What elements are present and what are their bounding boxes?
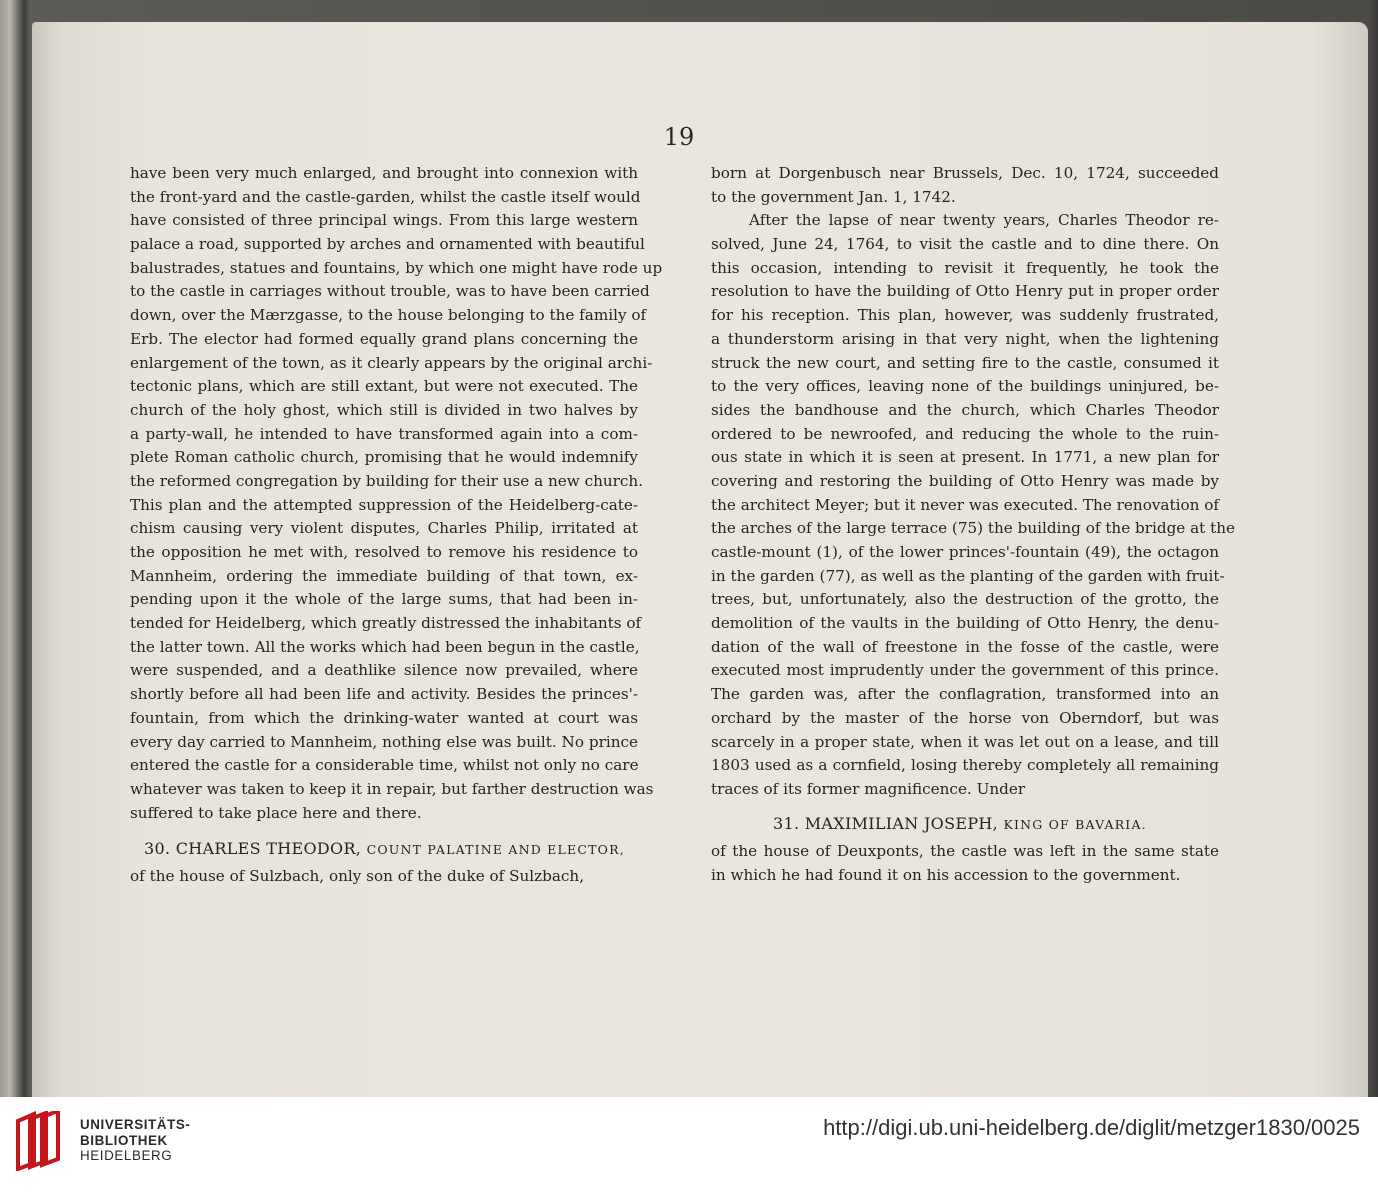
- text-line: the architect Meyer; but it never was executed. The renovation of: [711, 495, 1219, 514]
- text-line: trees, but, unfortunately, also the destruction of the grotto, the: [711, 590, 1219, 609]
- permalink-url[interactable]: http://digi.ub.uni-heidelberg.de/diglit/metzger1830/0025: [823, 1115, 1360, 1140]
- text-line: scarcely in a proper state, when it was let out on a lease, and till: [711, 732, 1219, 751]
- page-number: 19: [663, 123, 695, 151]
- text-line: were suspended, and a deathlike silence now prevailed, where: [130, 661, 638, 680]
- text-line: every day carried to Mannheim, nothing else was built. No prince: [130, 732, 638, 751]
- text-line: to the very offices, leaving none of the buildings uninjured, be-: [711, 377, 1219, 396]
- text-line: 1803 used as a cornfield, losing thereby completely all remaining: [711, 756, 1219, 775]
- text-line: dation of the wall of freestone in the fosse of the castle, were: [711, 637, 1219, 656]
- text-line: a party-wall, he intended to have transformed again into a com-: [130, 424, 638, 443]
- text-line: the arches of the large terrace (75) the building of the bridge at the: [711, 519, 1235, 538]
- text-line: entered the castle for a considerable time, whilst not only no care: [130, 756, 639, 775]
- left-paragraph: [130, 162, 663, 825]
- text-line: whatever was taken to keep it in repair, but farther destruction was: [130, 779, 654, 798]
- right-paragraph-after: [711, 840, 1219, 887]
- heading-subtitle: KING OF BAVARIA.: [1003, 816, 1147, 832]
- text-line: enlargement of the town, as it clearly appears by the original archi-: [130, 353, 653, 372]
- text-line: castle-mount (1), of the lower princes'-fountain (49), the octagon: [711, 543, 1219, 561]
- text-line: tended for Heidelberg, which greatly distressed the inhabitants of: [130, 614, 642, 633]
- text-line: Erb. The elector had formed equally grand plans concerning the: [130, 329, 638, 348]
- text-line: to the government Jan. 1, 1742.: [711, 187, 956, 206]
- section-heading-30: [144, 837, 638, 862]
- text-line: of the house of Deuxponts, the castle was left in the same state: [711, 842, 1219, 861]
- text-line: born at Dorgenbusch near Brussels, Dec. 10, 1724, succeeded: [711, 164, 1219, 182]
- library-logo-icon[interactable]: [14, 1111, 72, 1175]
- text-line: suffered to take place here and there.: [130, 803, 422, 822]
- text-line: ordered to be newroofed, and reducing the whole to the ruin-: [711, 424, 1219, 443]
- text-line: The garden was, after the conflagration, transformed into an: [711, 685, 1219, 704]
- text-line: have been very much enlarged, and brought into connexion with: [130, 164, 638, 182]
- text-line: fountain, from which the drinking-water wanted at court was: [130, 708, 638, 727]
- text-line: resolution to have the building of Otto Henry put in proper order: [711, 282, 1219, 301]
- library-name-line2: BIBLIOTHEK: [80, 1132, 168, 1148]
- left-column: [130, 162, 663, 889]
- text-line: Mannheim, ordering the immediate building of that town, ex-: [130, 566, 638, 585]
- text-line: plete Roman catholic church, promising that he would indemnify: [130, 448, 638, 467]
- heading-subtitle: COUNT PALATINE AND ELECTOR,: [366, 842, 625, 858]
- text-line: demolition of the vaults in the building of Otto Henry, the denu-: [711, 614, 1219, 633]
- text-line: palace a road, supported by arches and ornamented with beautiful: [130, 235, 645, 254]
- text-line: the front-yard and the castle-garden, whilst the castle itself would: [130, 187, 641, 206]
- text-line: struck the new court, and setting fire to the castle, consumed it: [711, 353, 1219, 372]
- right-paragraph-a: [711, 162, 1219, 209]
- text-line: shortly before all had been life and activity. Besides the princes'-: [130, 685, 638, 704]
- text-line: orchard by the master of the horse von Oberndorf, but was: [711, 708, 1219, 727]
- text-line: have consisted of three principal wings. From this large western: [130, 211, 638, 230]
- text-line: the opposition he met with, resolved to remove his residence to: [130, 543, 638, 561]
- text-line: in the garden (77), as well as the planting of the garden with fruit-: [711, 566, 1225, 585]
- text-line: sides the bandhouse and the church, which Charles Theodor: [711, 400, 1219, 419]
- section-heading-31: [773, 812, 1219, 837]
- text-line: in which he had found it on his accession to the government.: [711, 865, 1181, 884]
- library-name-line1: UNIVERSITÄTS-: [80, 1117, 191, 1132]
- logo-shapes: [18, 1111, 58, 1169]
- left-paragraph-after: [130, 865, 638, 889]
- text-line: This plan and the attempted suppression of the Heidelberg-cate-: [130, 495, 638, 514]
- library-name-line3: HEIDELBERG: [80, 1148, 173, 1163]
- text-line: executed most imprudently under the government of this prince.: [711, 661, 1219, 680]
- heading-main: 31. MAXIMILIAN JOSEPH,: [773, 813, 999, 833]
- text-line: After the lapse of near twenty years, Charles Theodor re-: [749, 211, 1219, 230]
- heading-main: 30. CHARLES THEODOR,: [144, 839, 362, 859]
- text-line: tectonic plans, which are still extant, but were not executed. The: [130, 377, 638, 396]
- text-line: ous state in which it is seen at present. In 1771, a new plan for: [711, 448, 1219, 467]
- text-line: the reformed congregation by building for their use a new church.: [130, 471, 644, 490]
- text-line: traces of its former magnificence. Under: [711, 779, 1026, 798]
- right-column: [711, 162, 1235, 888]
- text-line: to the castle in carriages without trouble, was to have been carried: [130, 282, 650, 301]
- library-name[interactable]: [80, 1117, 190, 1164]
- text-line: pending upon it the whole of the large sums, that had been in-: [130, 590, 638, 609]
- text-line: covering and restoring the building of Otto Henry was made by: [711, 471, 1219, 490]
- text-line: solved, June 24, 1764, to visit the castle and to dine there. On: [711, 235, 1219, 254]
- text-line: down, over the Mærzgasse, to the house belonging to the family of: [130, 306, 647, 325]
- text-line: the latter town. All the works which had been begun in the castle,: [130, 637, 640, 656]
- text-line: a thunderstorm arising in that very night, when the lightening: [711, 329, 1219, 348]
- right-paragraph-b: [711, 209, 1235, 801]
- text-line: balustrades, statues and fountains, by which one might have rode up: [130, 258, 663, 277]
- text-line: church of the holy ghost, which still is divided in two halves by: [130, 400, 638, 419]
- text-line: for his reception. This plan, however, was suddenly frustrated,: [711, 306, 1219, 325]
- footer-bar: [0, 1097, 1378, 1194]
- text-line: this occasion, intending to revisit it frequently, he took the: [711, 258, 1219, 277]
- text-line: chism causing very violent disputes, Charles Philip, irritated at: [130, 519, 638, 538]
- text-line: of the house of Sulzbach, only son of the duke of Sulzbach,: [130, 866, 585, 885]
